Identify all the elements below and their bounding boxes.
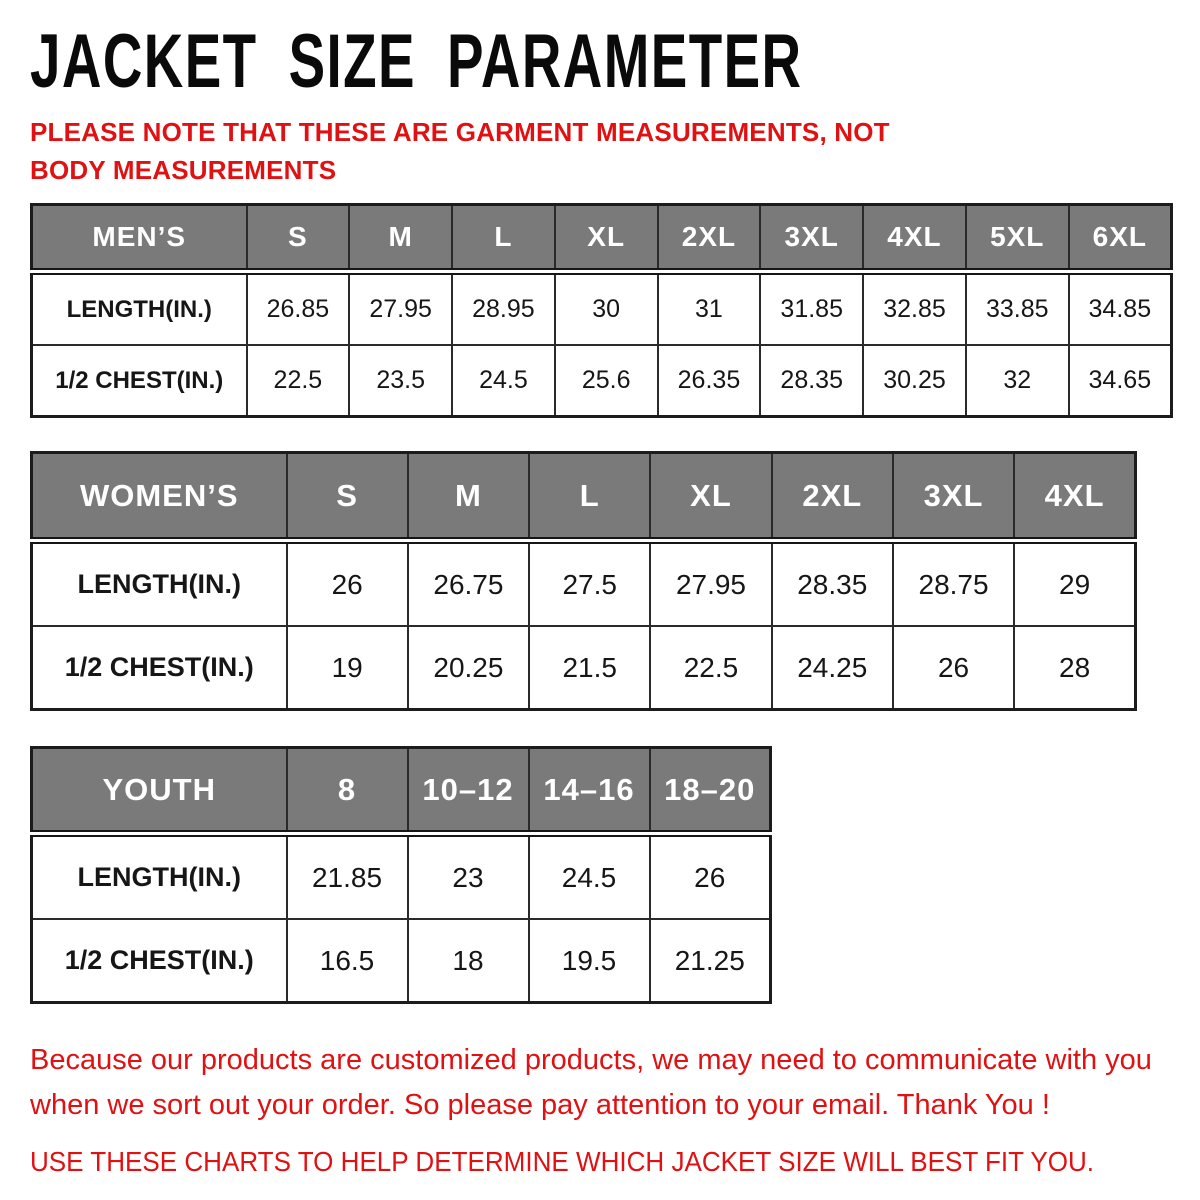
fit-advice-line <box>30 1146 1180 1178</box>
size-column-header: L <box>452 205 555 272</box>
measurement-row-label: LENGTH(IN.) <box>32 834 287 920</box>
table-row <box>32 919 771 1003</box>
measurement-value-cell: 33.85 <box>966 272 1069 346</box>
measurement-value-cell: 29 <box>1014 541 1135 627</box>
measurement-value-cell: 31.85 <box>760 272 863 346</box>
measurement-value-cell: 20.25 <box>408 626 529 710</box>
size-column-header: 14–16 <box>529 748 650 834</box>
measurement-value-cell: 22.5 <box>650 626 771 710</box>
measurement-value-cell: 26.85 <box>247 272 350 346</box>
measurement-value-cell: 24.5 <box>529 834 650 920</box>
size-column-header: 10–12 <box>408 748 529 834</box>
size-column-header: 5XL <box>966 205 1069 272</box>
measurement-value-cell: 28.35 <box>772 541 893 627</box>
size-column-header: L <box>529 453 650 541</box>
measurement-value-cell: 28 <box>1014 626 1135 710</box>
measurement-value-cell: 27.95 <box>349 272 452 346</box>
measurement-value-cell: 28.35 <box>760 345 863 417</box>
size-column-header: XL <box>650 453 771 541</box>
measurement-value-cell: 30.25 <box>863 345 966 417</box>
size-column-header: M <box>408 453 529 541</box>
size-column-header: M <box>349 205 452 272</box>
womens-size-table <box>30 451 1137 711</box>
customization-notice: Because our products are customized products, we may need to communicate with you when we sort out your order. So please pay attention to your email. Thank You ! <box>30 1044 1152 1122</box>
measurement-value-cell: 21.5 <box>529 626 650 710</box>
measurement-value-cell: 26 <box>650 834 771 920</box>
page-title: JACKET SIZE PARAMETER <box>30 19 803 104</box>
measurement-value-cell: 27.95 <box>650 541 771 627</box>
garment-measurement-note: PLEASE NOTE THAT THESE ARE GARMENT MEASUREMENTS, NOT BODY MEASUREMENTS <box>30 117 890 185</box>
table-row <box>32 834 771 920</box>
measurement-value-cell: 26 <box>287 541 408 627</box>
measurement-value-cell: 34.65 <box>1069 345 1172 417</box>
measurement-value-cell: 28.75 <box>893 541 1014 627</box>
measurement-row-label: 1/2 CHEST(IN.) <box>32 345 247 417</box>
measurement-value-cell: 24.25 <box>772 626 893 710</box>
size-column-header: 8 <box>287 748 408 834</box>
table-row <box>32 626 1136 710</box>
youth-size-table <box>30 746 772 1004</box>
size-column-header: 6XL <box>1069 205 1172 272</box>
page-title-row <box>0 0 1200 110</box>
table-row <box>32 541 1136 627</box>
womens-group-label: WOMEN’S <box>32 453 287 541</box>
mens-group-label: MEN’S <box>32 205 247 272</box>
measurement-value-cell: 26 <box>893 626 1014 710</box>
measurement-value-cell: 23.5 <box>349 345 452 417</box>
size-column-header: 2XL <box>658 205 761 272</box>
size-column-header: S <box>247 205 350 272</box>
size-column-header: 3XL <box>893 453 1014 541</box>
youth-header-row <box>32 748 771 834</box>
measurement-value-cell: 19 <box>287 626 408 710</box>
mens-header-row <box>32 205 1172 272</box>
measurement-value-cell: 30 <box>555 272 658 346</box>
mens-size-table <box>30 203 1173 418</box>
measurement-value-cell: 16.5 <box>287 919 408 1003</box>
measurement-value-cell: 25.6 <box>555 345 658 417</box>
measurement-value-cell: 23 <box>408 834 529 920</box>
womens-header-row <box>32 453 1136 541</box>
measurement-value-cell: 31 <box>658 272 761 346</box>
size-column-header: 4XL <box>863 205 966 272</box>
table-row <box>32 345 1172 417</box>
measurement-value-cell: 24.5 <box>452 345 555 417</box>
measurement-row-label: LENGTH(IN.) <box>32 541 287 627</box>
measurement-row-label: 1/2 CHEST(IN.) <box>32 919 287 1003</box>
measurement-value-cell: 18 <box>408 919 529 1003</box>
size-column-header: S <box>287 453 408 541</box>
measurement-value-cell: 34.85 <box>1069 272 1172 346</box>
measurement-value-cell: 21.85 <box>287 834 408 920</box>
measurement-value-cell: 26.75 <box>408 541 529 627</box>
size-column-header: 4XL <box>1014 453 1135 541</box>
size-column-header: 3XL <box>760 205 863 272</box>
measurement-row-label: LENGTH(IN.) <box>32 272 247 346</box>
measurement-value-cell: 27.5 <box>529 541 650 627</box>
measurement-value-cell: 32.85 <box>863 272 966 346</box>
measurement-value-cell: 21.25 <box>650 919 771 1003</box>
measurement-value-cell: 32 <box>966 345 1069 417</box>
measurement-value-cell: 22.5 <box>247 345 350 417</box>
measurement-value-cell: 19.5 <box>529 919 650 1003</box>
size-column-header: 18–20 <box>650 748 771 834</box>
size-column-header: 2XL <box>772 453 893 541</box>
youth-group-label: YOUTH <box>32 748 287 834</box>
measurement-value-cell: 28.95 <box>452 272 555 346</box>
fit-advice-text: USE THESE CHARTS TO HELP DETERMINE WHICH JACKET SIZE WILL BEST FIT YOU. <box>30 1146 1095 1178</box>
size-column-header: XL <box>555 205 658 272</box>
measurement-value-cell: 26.35 <box>658 345 761 417</box>
table-row <box>32 272 1172 346</box>
measurement-row-label: 1/2 CHEST(IN.) <box>32 626 287 710</box>
